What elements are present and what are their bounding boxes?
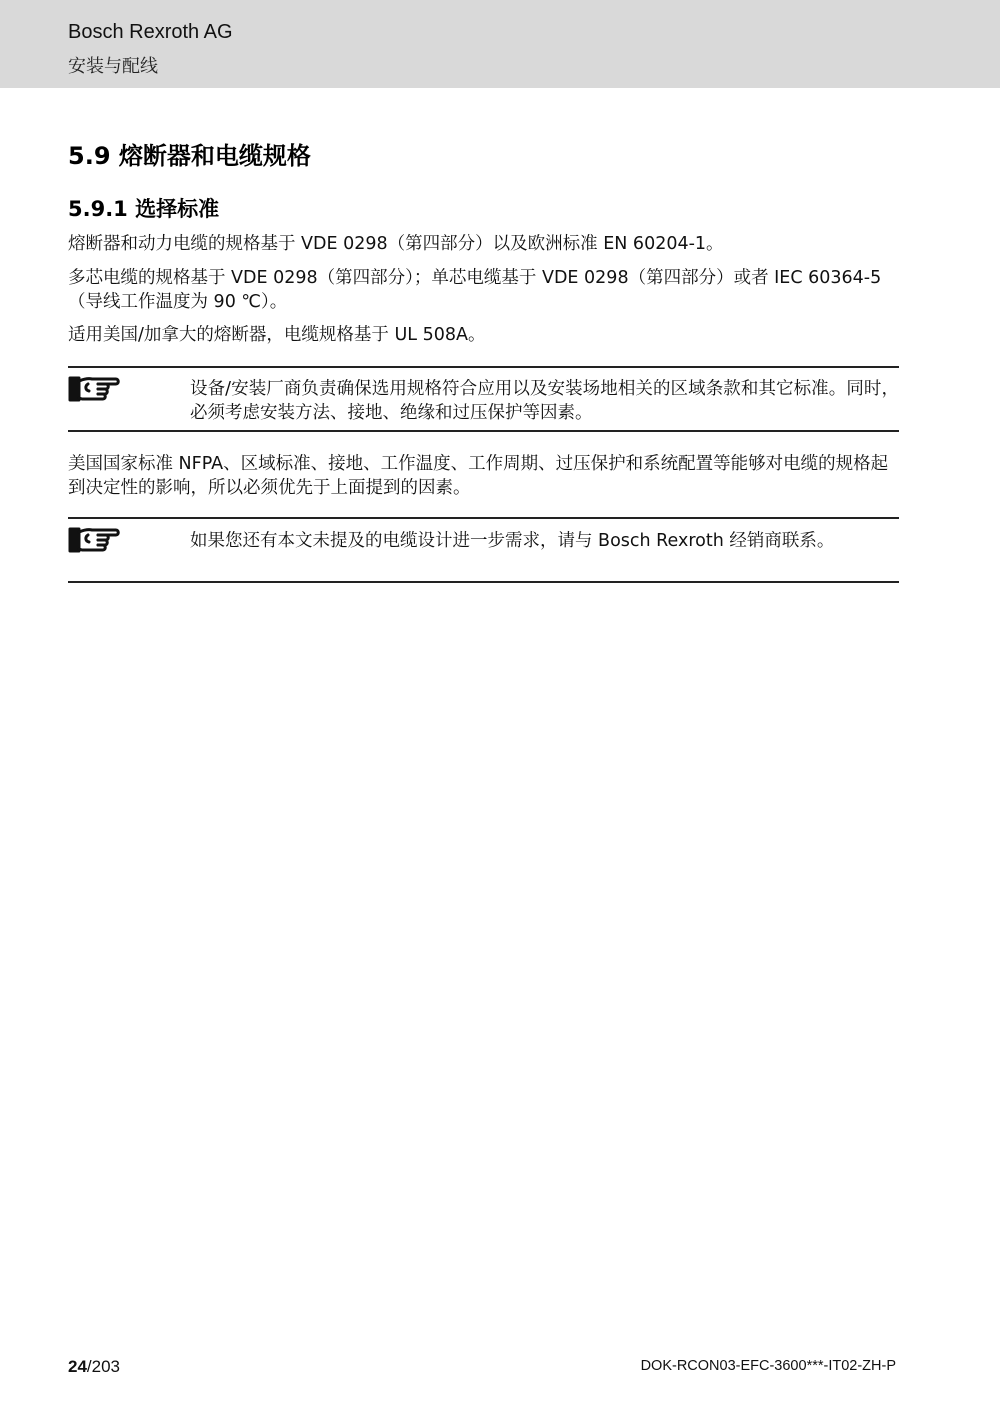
note-text-1: 设备/安装厂商负责确保选用规格符合应用以及安装场地相关的区域条款和其它标准。同时，必须考虑安装方法、接地、绝缘和过压保护等因素。 [190,379,899,423]
note-box-1 [68,366,899,432]
page-total: /203 [86,1357,121,1376]
pointing-hand-icon [68,525,120,555]
note-box-2 [68,517,899,583]
section-title: 5.9 熔断器和电缆规格 [68,142,311,170]
page-number [68,1357,120,1377]
pointing-hand-icon [68,374,120,404]
paragraph-4: 美国国家标准 NFPA、区域标准、接地、工作温度、工作周期、过压保护和系统配置等能够对电缆的规格起到决定性的影响，所以必须优先于上面提到的因素。 [68,454,889,498]
document-id: DOK-RCON03-EFC-3600***-IT02-ZH-P [640,1358,896,1374]
paragraph-1: 熔断器和动力电缆的规格基于 VDE 0298（第四部分）以及欧洲标准 EN 60204-1。 [68,234,724,254]
note-text-2: 如果您还有本文未提及的电缆设计进一步需求，请与 Bosch Rexroth 经销商联系。 [190,531,835,551]
page-current: 24 [68,1357,87,1376]
page-header [0,0,1000,88]
paragraph-2: 多芯电缆的规格基于 VDE 0298（第四部分）；单芯电缆基于 VDE 0298（第四部分）或者 IEC 60364-5（导线工作温度为 90 ℃）。 [68,268,882,312]
subsection-title: 5.9.1 选择标准 [68,197,220,221]
company-name: Bosch Rexroth AG [68,21,233,43]
paragraph-3: 适用美国/加拿大的熔断器，电缆规格基于 UL 508A。 [68,325,486,345]
chapter-name: 安装与配线 [68,56,158,77]
